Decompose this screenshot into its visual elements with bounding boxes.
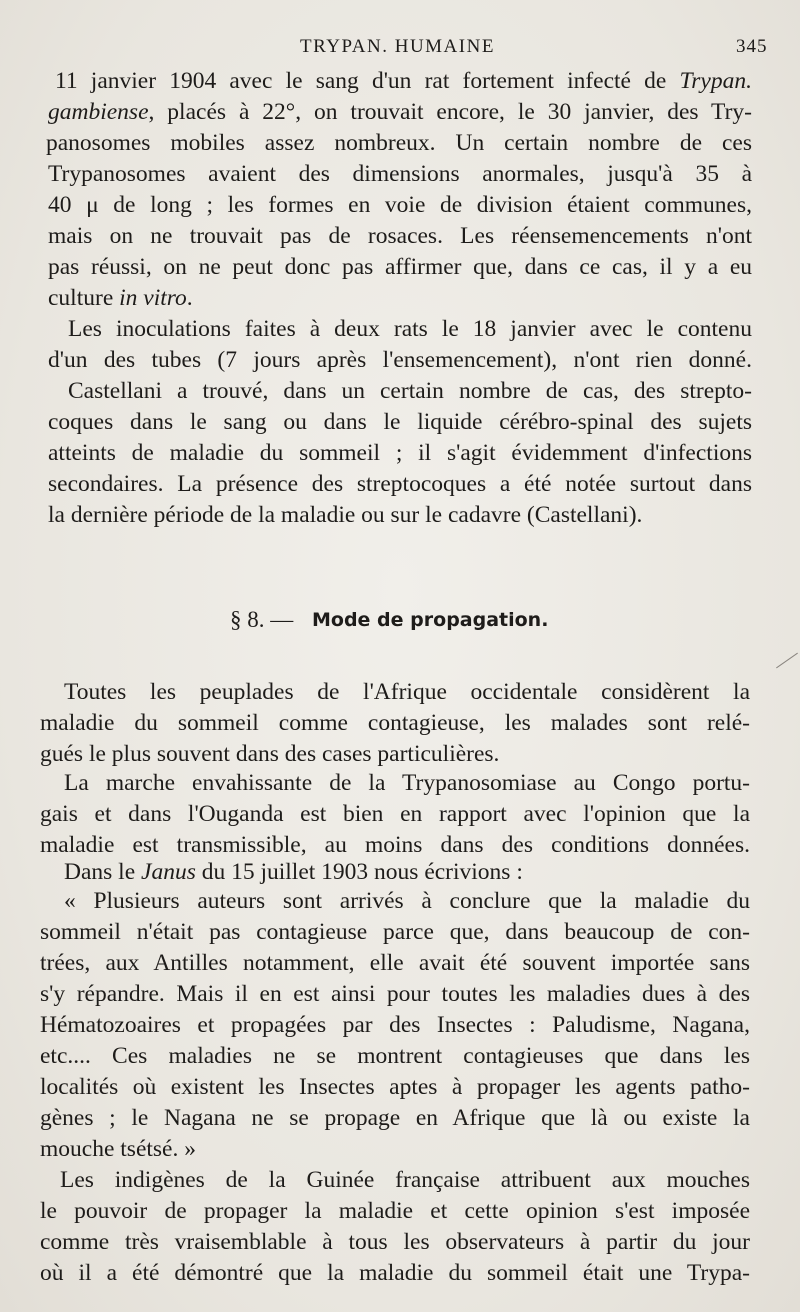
text-line: gènes ; le Nagana ne se propage en Afrique que là ou existe la [40, 1105, 750, 1131]
section-number: § 8. — [230, 607, 294, 632]
text-line: le pouvoir de propager la maladie et cette opinion s'est imposée [40, 1198, 750, 1224]
text-line: Toutes les peuplades de l'Afrique occidentale considèrent la [64, 679, 750, 705]
text-line: secondaires. La présence des streptocoques a été notée surtout dans [48, 471, 752, 497]
text-line: panosomes mobiles assez nombreux. Un certain nombre de ces [46, 130, 752, 156]
text-line: maladie du sommeil comme contagieuse, les malades sont relé- [40, 710, 750, 736]
text-line: localités où existent les Insectes aptes à propager les agents patho- [40, 1074, 750, 1100]
text-line: atteints de maladie du sommeil ; il s'agit évidemment d'infections [48, 440, 752, 466]
text-line: Les indigènes de la Guinée française attribuent aux mouches [60, 1167, 750, 1193]
text-line: 40 μ de long ; les formes en voie de division étaient communes, [48, 192, 752, 218]
text-line: Castellani a trouvé, dans un certain nombre de cas, des strepto- [68, 378, 752, 404]
text-line: culture in vitro. [48, 285, 193, 311]
text-line: la dernière période de la maladie ou sur le cadavre (Castellani). [48, 502, 643, 528]
scan-artifact-mark [776, 653, 798, 669]
text-line: gambiense, placés à 22°, on trouvait encore, le 30 janvier, des Try- [48, 99, 752, 125]
text-line: mouche tsétsé. » [40, 1136, 196, 1162]
text-line: « Plusieurs auteurs sont arrivés à conclure que la maladie du [64, 888, 750, 914]
text-line: gués le plus souvent dans des cases particulières. [40, 741, 500, 767]
text-line: s'y répandre. Mais il en est ainsi pour toutes les maladies dues à des [40, 981, 750, 1007]
running-title: TRYPAN. HUMAINE [300, 36, 495, 57]
text-line: sommeil n'était pas contagieuse parce que, dans beaucoup de con- [40, 919, 750, 945]
text-line: pas réussi, on ne peut donc pas affirmer que, dans ce cas, il y a eu [48, 254, 752, 280]
text-line: où il a été démontré que la maladie du sommeil était une Trypa- [40, 1260, 750, 1286]
text-line: Dans le Janus du 15 juillet 1903 nous écrivions : [64, 859, 523, 885]
text-line: 11 janvier 1904 avec le sang d'un rat fortement infecté de Trypan. [55, 68, 752, 94]
text-line: d'un des tubes (7 jours après l'ensemencement), n'ont rien donné. [48, 347, 752, 373]
section-title: Mode de propagation. [312, 609, 549, 631]
text-line: Hématozoaires et propagées par des Insectes : Paludisme, Nagana, [40, 1012, 750, 1038]
text-line: mais on ne trouvait pas de rosaces. Les réensemencements n'ont [48, 223, 752, 249]
text-line: Trypanosomes avaient des dimensions anormales, jusqu'à 35 à [48, 161, 752, 187]
text-line: La marche envahissante de la Trypanosomiase au Congo portu- [64, 770, 750, 796]
running-header [0, 36, 800, 64]
text-line: trées, aux Antilles notamment, elle avait été souvent importée sans [40, 950, 750, 976]
text-line: gais et dans l'Ouganda est bien en rapport avec l'opinion que la [40, 801, 750, 827]
page-number: 345 [736, 36, 768, 57]
text-line: maladie est transmissible, au moins dans des conditions données. [40, 832, 750, 858]
text-line: comme très vraisemblable à tous les observateurs à partir du jour [40, 1229, 750, 1255]
text-line: Les inoculations faites à deux rats le 18 janvier avec le contenu [68, 316, 752, 342]
text-line: etc.... Ces maladies ne se montrent contagieuses que dans les [40, 1043, 750, 1069]
text-line: coques dans le sang ou dans le liquide cérébro-spinal des sujets [48, 409, 752, 435]
section-heading [0, 607, 800, 641]
